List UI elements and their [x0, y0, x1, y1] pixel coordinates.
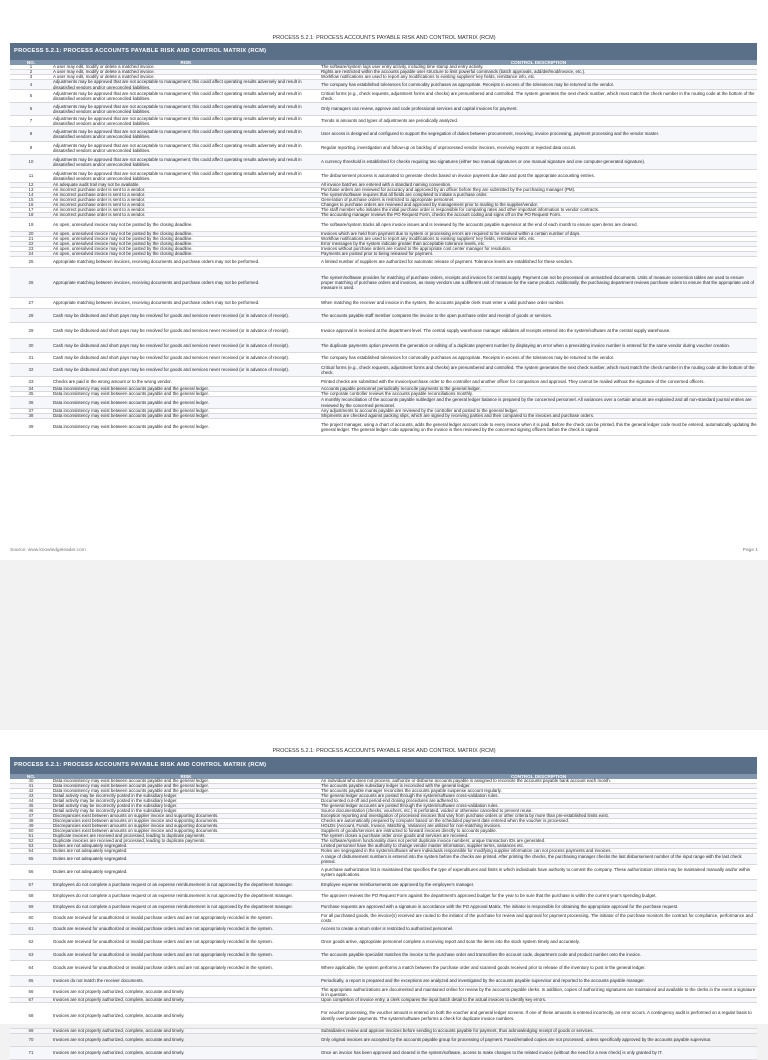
- footer-page-number: Page 1: [742, 548, 758, 553]
- row-number: 11: [28, 173, 34, 179]
- row-number: 53: [28, 843, 34, 849]
- row-number: 6: [29, 106, 33, 112]
- table-row: [10, 155, 757, 170]
- table-row: [10, 935, 757, 950]
- row-control: The system closes a purchase order once goods and services are received.: [321, 833, 469, 839]
- row-control: Any adjustments to accounts payable are reviewed by the controller and posted to the general ledger.: [321, 408, 518, 414]
- row-risk: Cash may be disbursed and short pays may be resolved for goods and services never received (or in advance of receipt).: [53, 312, 289, 318]
- row-number: 10: [28, 159, 34, 165]
- row-risk: Employees do not complete a purchase request or an expense reimbursement is not approved by the department manager.: [53, 893, 293, 899]
- row-risk: Cash may be disbursed and short pays may be resolved for goods and services never received (or in advance of receipt).: [53, 342, 289, 348]
- row-control: Upon completion of invoice entry, a clerk compares the input batch detail to the actual invoices to identify key errors.: [321, 997, 547, 1003]
- row-control: Source documentation (checks, vouchers, etc.) is perforated, voided or otherwise cancelled to prevent reuse.: [321, 808, 533, 814]
- row-risk: Adjustments may be approved that are not acceptable to management; this could affect operating results adversely and result in dissatisfied vendors and/or unreconciled liabilities.: [53, 115, 302, 126]
- header-no: NO.: [26, 60, 36, 65]
- row-control: Roles are segregated in the system/software where individuals responsible for modifying supplier information can not process payments and invoices.: [321, 848, 612, 854]
- row-risk: Discrepancies exist between amounts on supplier invoice and supporting documents.: [53, 813, 219, 819]
- row-number: 49: [28, 823, 34, 829]
- row-control: The software/system functionality does not permit duplicate invoice numbers; unique transaction IDs are generated.: [321, 838, 546, 844]
- row-control: The general ledger accounts are posted through the system/software cross-validation rules.: [321, 803, 499, 809]
- row-control: The accounts payable subsidiary ledger is reconciled with the general ledger.: [321, 783, 471, 789]
- row-risk: An open, unresolved invoice may not be posted by the closing deadline.: [53, 221, 193, 227]
- row-risk: Data inconsistency may exist between accounts payable and the general ledger.: [53, 424, 209, 430]
- row-risk: Duplicate invoices are received and processed, leading to duplicate payments.: [53, 838, 206, 844]
- row-control: Invoices which are held from payment due to system or processing errors are required to be resolved within a certain number of days.: [321, 231, 581, 237]
- row-control: Periodically, a report is prepared and the exceptions are analyzed and investigated by the accounts payable supervisor and reported to the accounts payable manager.: [321, 978, 645, 984]
- row-risk: Invoices do not match the receiver documents.: [53, 978, 144, 984]
- table-row: [10, 950, 757, 961]
- row-risk: An adequate audit trail may not be available.: [53, 182, 140, 188]
- row-risk: Invoices are not properly authorized, complete, accurate and timely.: [53, 1050, 185, 1056]
- row-control: Generation of purchase orders is restricted to appropriate personnel.: [321, 197, 455, 203]
- row-risk: Detail activity may be incorrectly posted in the subsidiary ledger.: [53, 793, 178, 799]
- row-control: The corporate controller reviews the accounts payable reconciliations monthly.: [321, 391, 473, 397]
- row-number: 24: [28, 251, 34, 257]
- row-control: Only original invoices are accepted by the accounts payable group for processing of payment. Faxed/emailed copies are not processed, unless specifically approved by the accounts payable supervisor.: [321, 1037, 712, 1043]
- table-row: [10, 392, 757, 397]
- row-risk: Goods are received for unauthorized or invalid purchase orders and are not appropriately recorded in the system.: [53, 965, 273, 971]
- table-title: PROCESS 5.2.1: PROCESS ACCOUNTS PAYABLE RISK AND CONTROL MATRIX (RCM): [10, 43, 757, 60]
- table-title: PROCESS 5.2.1: PROCESS ACCOUNTS PAYABLE RISK AND CONTROL MATRIX (RCM): [10, 757, 757, 774]
- row-control: Purchase requests are approved with a signature in accordance with the PO Approval Matrix. The initiator is responsible for obtaining the appropriate approval for the purchase request.: [321, 904, 679, 910]
- row-risk: An open, unresolved invoice may not be posted by the closing deadline.: [53, 236, 193, 242]
- table-row: [10, 116, 757, 127]
- row-number: 28: [28, 312, 34, 318]
- table-row: [10, 1003, 757, 1029]
- row-control: For all purchased goods, the invoice(s) received are routed to the initiator of the purchase for review and approval for payment processing. The initiator of the purchase monitors the contract for compliance, performance and costs.: [321, 912, 753, 923]
- row-number: 39: [28, 424, 34, 430]
- row-risk: Adjustments may be approved that are not acceptable to management; this could affect operating results adversely and result in dissatisfied vendors and/or unreconciled liabilities.: [53, 79, 302, 90]
- table-row: [10, 924, 757, 935]
- table-row: [10, 170, 757, 183]
- row-control: Workflow notifications are used to report any modifications to existing suppliers' key fields, remittance info, etc.: [321, 74, 536, 80]
- row-number: 3: [29, 74, 33, 80]
- row-risk: An open, unresolved invoice may not be posted by the closing deadline.: [53, 251, 193, 257]
- row-number: 59: [28, 904, 34, 910]
- row-number: 44: [28, 798, 34, 804]
- row-number: 54: [28, 848, 34, 854]
- row-control: The approver reviews the PO Request Form against the department's approved budget for the year to be sure that the purchase is within the current year's spending budget.: [321, 893, 657, 899]
- row-control: The software/system logs user entry activity, including time stamp and entry activity.: [321, 64, 484, 70]
- row-risk: An incorrect purchase order is sent to a vendor.: [53, 187, 146, 193]
- table-row: [10, 323, 757, 339]
- row-number: 35: [28, 391, 34, 397]
- row-risk: Invoices are not properly authorized, complete, accurate and timely.: [53, 989, 185, 995]
- row-number: 30: [28, 342, 34, 348]
- row-control: Subsidiaries review and approve invoices before sending to accounts payable for payment, thus acknowledging receipt of goods or services.: [321, 1028, 594, 1034]
- row-number: 65: [28, 978, 34, 984]
- page-footer: [10, 548, 758, 553]
- row-number: 66: [28, 989, 34, 995]
- row-control: A currency threshold is established for checks requiring two signatures (either two manual signatures or one manual signature and one computer-generated signature).: [321, 159, 646, 165]
- row-number: 67: [28, 997, 34, 1003]
- row-control: A purchase authorization list is maintained that specifies the type of expenditures and limits in which individuals have authority to commit the company. These authorization criteria may be maintained manually and/or within system applications.: [321, 866, 751, 877]
- row-control: All invoice batches are entered with a standard naming convention.: [321, 182, 452, 188]
- row-control: Invoices without purchase orders are routed to the appropriate cost center manager for resolution.: [321, 246, 512, 252]
- row-risk: An incorrect purchase order is sent to a vendor.: [53, 212, 146, 218]
- row-number: 69: [28, 1028, 34, 1034]
- row-number: 42: [28, 788, 34, 794]
- row-risk: An incorrect purchase order is sent to a vendor.: [53, 207, 146, 213]
- row-control: The accounts payable manager reconciles the accounts payable suspense account regularly.: [321, 788, 502, 794]
- row-control: Invoice approval is received at the department level. The central supply warehouse manager validates all receipts entered into the system/software at the central supply warehouse.: [321, 327, 671, 333]
- table-row: [10, 902, 757, 913]
- header-risk: RISK: [180, 60, 192, 65]
- row-risk: Goods are received for unauthorized or invalid purchase orders and are not appropriately recorded in the system.: [53, 952, 273, 958]
- table-row: [10, 397, 757, 409]
- row-control: Where applicable, the system performs a match between the purchase order and scanned goods received prior to release of the inventory to post in the general ledger.: [321, 965, 646, 971]
- row-number: 48: [28, 818, 34, 824]
- row-risk: Invoices are not properly authorized, complete, accurate and timely.: [53, 1028, 185, 1034]
- row-control: The duplicate payments option prevents the generation or editing of a duplicate payment number by displaying an error when a preexisting invoice number is entered for the same vendor during voucher creation.: [321, 342, 731, 348]
- header-no: NO.: [26, 774, 36, 779]
- row-number: 63: [28, 952, 34, 958]
- row-number: 68: [28, 1012, 34, 1018]
- table-row: [10, 414, 757, 419]
- row-number: 26: [28, 279, 34, 285]
- row-number: 62: [28, 939, 34, 945]
- row-risk: An open, unresolved invoice may not be posted by the closing deadline.: [53, 231, 193, 237]
- table-row: [10, 353, 757, 364]
- row-control: Critical forms (e.g., check requests, adjustment forms and checks) are prenumbered and controlled. The system generates the next check number, which must match the check number in the routing code at the bottom of the check.: [321, 364, 755, 375]
- row-risk: Cash may be disbursed and short pays may be resolved for goods and services never received (or in advance of receipt).: [53, 327, 289, 333]
- row-control: HOLDs (Account, Funds, Invoice, Matching, Variance) are utilized for non-matching invoices.: [321, 823, 502, 829]
- row-number: 43: [28, 793, 34, 799]
- table-row: [10, 987, 757, 998]
- table-row: [10, 364, 757, 377]
- table-row: [10, 880, 757, 891]
- row-number: 15: [28, 197, 34, 203]
- row-number: 70: [28, 1037, 34, 1043]
- row-risk: An incorrect purchase order is sent to a vendor.: [53, 197, 146, 203]
- table-row: [10, 103, 757, 116]
- row-control: Once an invoice has been approved and cleared in the system/software, access to make changes to the related invoice (without the need for a new check) is only granted by IT.: [321, 1050, 663, 1056]
- header-control: CONTROL DESCRIPTION: [510, 60, 567, 65]
- row-number: 57: [28, 882, 34, 888]
- row-risk: Adjustments may be approved that are not acceptable to management; this could affect operating results adversely and result in dissatisfied vendors and/or unreconciled liabilities.: [53, 170, 302, 181]
- row-number: 2: [29, 69, 33, 75]
- row-risk: Employees do not complete a purchase request or an expense reimbursement is not approved by the department manager.: [53, 882, 293, 888]
- row-number: 71: [28, 1050, 34, 1056]
- row-number: 4: [29, 81, 33, 87]
- table-row: [10, 298, 757, 309]
- header-control: CONTROL DESCRIPTION: [510, 774, 567, 779]
- row-risk: Cash may be disbursed and short pays may be resolved for goods and services never received (or in advance of receipt).: [53, 367, 289, 373]
- table-row: [10, 142, 757, 155]
- row-control: Changes to purchase orders are reviewed and approved by management prior to mailing to the supplier/vendor.: [321, 202, 538, 208]
- row-risk: Data inconsistency may exist between accounts payable and the general ledger.: [53, 391, 209, 397]
- row-risk: Data inconsistency may exist between accounts payable and the general ledger.: [53, 386, 209, 392]
- row-control: Limited personnel have the authority to change vendor master information, supplier terms, variances etc.: [321, 843, 525, 849]
- row-number: 19: [28, 221, 34, 227]
- row-risk: Detail activity may be incorrectly posted in the subsidiary ledger.: [53, 808, 178, 814]
- row-risk: An incorrect purchase order is sent to a vendor.: [53, 192, 146, 198]
- row-number: 37: [28, 408, 34, 414]
- row-risk: An open, unresolved invoice may not be posted by the closing deadline.: [53, 246, 193, 252]
- row-risk: Appropriate matching between invoices, receiving documents and purchase orders may not be performed.: [53, 279, 260, 285]
- row-control: Once goods arrive, appropriate personnel complete a receiving report and scan the items into the stock system timely and accurately.: [321, 939, 580, 945]
- row-control: When matching the receiver and invoice in the system, the accounts payable clerk must enter a valid purchase order number.: [321, 300, 565, 306]
- row-risk: Invoices are not properly authorized, complete, accurate and timely.: [53, 1012, 185, 1018]
- table-body: [10, 65, 757, 436]
- row-risk: Appropriate matching between invoices, receiving documents and purchase orders may not be performed.: [53, 300, 260, 306]
- row-number: 40: [28, 778, 34, 784]
- row-number: 56: [28, 869, 34, 875]
- row-control: Only managers can review, approve and code professional services and capital invoices for payment.: [321, 106, 518, 112]
- row-control: For voucher processing, the voucher amount is entered on both the voucher and general ledger screens. If one of these amounts is entered incorrectly, an error occurs. A contingency audit is performed on a regular basis to identify overlunder payments. The system/software performs a check for duplicate invoice numbers.: [321, 1010, 752, 1021]
- row-number: 60: [28, 915, 34, 921]
- table-row: [10, 865, 757, 880]
- row-number: 16: [28, 202, 34, 208]
- row-number: 45: [28, 803, 34, 809]
- row-control: The system/software provides for matching of purchase orders, receipts and invoices for central supply. Payment can not be processed on unmatched documents. Units of measure conversion tables are used to ensure proper matching of purchase orders and invoices, as many vendors use a different unit of measure for the same product. Additionally, the purchasing department reviews purchase orders to ensure that the appropriate unit of measure is used.: [321, 274, 755, 291]
- row-number: 17: [28, 207, 34, 213]
- row-risk: An incorrect purchase order is sent to a vendor.: [53, 202, 146, 208]
- row-risk: Duties are not adequately segregated.: [53, 869, 128, 875]
- table-row: [10, 127, 757, 142]
- row-control: Printed checks are submitted with the invoice/purchase order to the controller and another officer for comparison and approval. They cannot be mailed without the signature of the concerned officers.: [321, 378, 705, 384]
- row-risk: Data inconsistency may exist between accounts payable and the general ledger.: [53, 399, 209, 405]
- row-number: 36: [28, 399, 34, 405]
- row-control: Regular reporting, investigation and follow-up on backlog of unprocessed vendor invoices, receiving reports or rejected data occurs.: [321, 145, 577, 151]
- row-risk: Data inconsistency may exist between accounts payable and the general ledger.: [53, 783, 209, 789]
- table-row: [10, 213, 757, 218]
- row-number: 32: [28, 367, 34, 373]
- row-control: The general ledger accounts are posted through the system/software cross-validation rules.: [321, 793, 499, 799]
- row-risk: Discrepancies exist between amounts on supplier invoice and supporting documents.: [53, 823, 219, 829]
- row-control: The staff member who initiates the initial purchase order is responsible for comparing rates and other important information to vendor contracts.: [321, 207, 600, 213]
- table-row: [10, 854, 757, 865]
- row-number: 21: [28, 236, 34, 242]
- row-risk: Discrepancies exist between amounts on supplier invoice and supporting documents.: [53, 828, 219, 834]
- row-risk: Invoices are not properly authorized, complete, accurate and timely.: [53, 1037, 185, 1043]
- table-row: [10, 913, 757, 924]
- row-control: Employee expense reimbursements are approved by the employee's manager.: [321, 882, 475, 888]
- row-control: The project manager, using a chart of accounts, adds the general ledger account code to every invoice when it is paid. Before the check can be printed, this the general ledger code must be entered, automatically updating the general ledger. The general ledger code appearing on the invoice is then reviewed by the concerned signing officers before the check is signed.: [321, 421, 757, 432]
- row-number: 14: [28, 192, 34, 198]
- rcm-table: [10, 43, 757, 436]
- table-row: [10, 218, 757, 232]
- row-risk: Adjustments may be approved that are not acceptable to management; this could affect operating results adversely and result in dissatisfied vendors and/or unreconciled liabilities.: [53, 90, 302, 101]
- row-control: The company has established tolerances for commodity purchases as appropriate. Receipts in excess of the tolerances may be returned to the vendor.: [321, 81, 615, 87]
- row-risk: Adjustments may be approved that are not acceptable to management; this could affect operating results adversely and result in dissatisfied vendors and/or unreconciled liabilities.: [53, 142, 302, 153]
- row-number: 8: [29, 131, 33, 137]
- row-risk: Data inconsistency may exist between accounts payable and the general ledger.: [53, 778, 209, 784]
- row-number: 20: [28, 231, 34, 237]
- row-risk: Detail activity may be incorrectly posted in the subsidiary ledger.: [53, 798, 178, 804]
- row-control: Shipments are checked against packing slips, which are signed by receiving parties and then compared to the invoices and purchase orders.: [321, 413, 595, 419]
- row-number: 52: [28, 838, 34, 844]
- row-control: Workflow notifications are used to report any modifications to existing suppliers' key fields, remittance info, etc.: [321, 236, 536, 242]
- row-number: 38: [28, 413, 34, 419]
- table-row: [10, 891, 757, 902]
- row-number: 31: [28, 355, 34, 361]
- table-row: [10, 309, 757, 323]
- row-number: 47: [28, 813, 34, 819]
- row-risk: Adjustments may be approved that are not acceptable to management; this could affect operating results adversely and result in dissatisfied vendors and/or unreconciled liabilities.: [53, 128, 302, 139]
- row-number: 29: [28, 327, 34, 333]
- header-risk: RISK: [180, 774, 192, 779]
- row-control: The disbursement process is automated to generate checks based on invoice payment due date and post the appropriate accounting entries.: [321, 173, 595, 179]
- row-control: The system/software requires that all fields are completed to initiate a purchase order.: [321, 192, 488, 198]
- table-row: [10, 1029, 757, 1034]
- row-control: An individual who does not process, authorize or disburse accounts payable is assigned to reconcile the accounts payable bank account each month.: [321, 778, 611, 784]
- table-row: [10, 80, 757, 90]
- row-risk: Duties are not adequately segregated.: [53, 848, 128, 854]
- table-row: [10, 90, 757, 103]
- row-control: Purchase orders are reviewed for accuracy and approved by an officer before they are submitted by the purchasing manager (PM).: [321, 187, 576, 193]
- row-control: Checks are automatically prepared by computer based on the scheduled payment date entered when the voucher is processed.: [321, 818, 569, 824]
- row-number: 46: [28, 808, 34, 814]
- table-row: [10, 252, 757, 257]
- row-number: 41: [28, 783, 34, 789]
- row-control: Error messages by the system indicate greater than acceptable tolerance levels, etc.: [321, 241, 486, 247]
- row-control: A limited number of suppliers are authorized for automatic release of payment. Tolerance levels are established for these vendors.: [321, 259, 574, 265]
- row-risk: Employees do not complete a purchase request or an expense reimbursement is not approved by the department manager.: [53, 904, 293, 910]
- footer-source: Source: www.knowledgeleader.com: [10, 548, 86, 553]
- row-number: 1: [29, 64, 33, 70]
- row-number: 25: [28, 259, 34, 265]
- row-risk: Duties are not adequately segregated.: [53, 856, 128, 862]
- row-risk: Adjustments may be approved that are not acceptable to management; this could affect operating results adversely and result in dissatisfied vendors and/or unreconciled liabilities.: [53, 156, 302, 167]
- row-number: 12: [28, 182, 34, 188]
- row-control: Payments are posted prior to being released for payment.: [321, 251, 434, 257]
- row-control: The appropriate authorizations are documented and maintained online for review by the accounts payable clerks. In addition, copies of authorizing signatures are maintained and available to the clerks in the event a signature is in question.: [321, 986, 756, 997]
- row-risk: A user may edit, modify or delete a matched invoice.: [53, 64, 155, 70]
- row-risk: Duties are not adequately segregated.: [53, 843, 128, 849]
- row-control: Suppliers of goods/services are instructed to forward invoices directly to accounts payable.: [321, 828, 497, 834]
- row-control: Access to create a return order is restricted to authorized personnel.: [321, 926, 454, 932]
- row-control: User access is designed and configured to support the segregation of duties between procurement, receiving, invoice processing, payment processing and the vendor master.: [321, 131, 660, 137]
- row-risk: Invoices are not properly authorized, complete, accurate and timely.: [53, 997, 185, 1003]
- table-row: [10, 998, 757, 1003]
- row-risk: An open, unresolved invoice may not be posted by the closing deadline.: [53, 241, 193, 247]
- row-number: 50: [28, 828, 34, 834]
- table-row: [10, 257, 757, 268]
- row-control: The accounts payable staff member compares the invoice to the open purchase order and receipt of goods or services.: [321, 312, 553, 318]
- row-number: 5: [29, 93, 33, 99]
- row-number: 33: [28, 378, 34, 384]
- row-number: 58: [28, 893, 34, 899]
- row-number: 34: [28, 386, 34, 392]
- table-row: [10, 961, 757, 976]
- row-risk: Duplicate invoices are received and processed, leading to duplicate payments.: [53, 833, 206, 839]
- row-number: 51: [28, 833, 34, 839]
- table-body: [10, 779, 757, 1060]
- row-risk: Data inconsistency may exist between accounts payable and the general ledger.: [53, 788, 209, 794]
- row-number: 13: [28, 187, 34, 193]
- row-risk: A user may edit, modify or delete a matched invoice.: [53, 74, 155, 80]
- row-control: Rights are restricted within the accounts payable user structure to limit powerful commands (batch approvals, add/del/mod/invoice, etc.).: [321, 69, 586, 75]
- row-risk: Appropriate matching between invoices, receiving documents and purchase orders may not be performed.: [53, 259, 260, 265]
- row-risk: Adjustments may be approved that are not acceptable to management; this could affect operating results adversely and result in dissatisfied vendors and/or unreconciled liabilities.: [53, 103, 302, 114]
- row-control: Critical forms (e.g., check requests, adjustment forms and checks) are prenumbered and controlled. The system generates the next check number, which must match the check number in the routing code at the bottom of the check.: [321, 90, 755, 101]
- table-row: [10, 339, 757, 353]
- row-control: A monthly reconciliation of the accounts payable subledger and the general ledger balance is prepared by the concerned personnel. All variances over a certain amount are explained and all non-standard journal entries are reviewed by the concerned personnel.: [321, 397, 752, 408]
- row-risk: Data inconsistency may exist between accounts payable and the general ledger.: [53, 413, 209, 419]
- document-title: PROCESS 5.2.1: PROCESS ACCOUNTS PAYABLE RISK AND CONTROL MATRIX (RCM): [272, 35, 496, 41]
- table-row: [10, 419, 757, 436]
- row-control: A range of disbursement numbers is entered into the system before the checks are printed. After printing the checks, the purchasing manager checks the last disbursement number of the input range with the last check printed.: [321, 853, 742, 864]
- row-number: 23: [28, 246, 34, 252]
- row-risk: Checks are paid in the wrong amount or to the wrong vendor.: [53, 378, 172, 384]
- rcm-table: [10, 757, 757, 1060]
- row-number: 18: [28, 212, 34, 218]
- row-risk: Discrepancies exist between amounts on supplier invoice and supporting documents.: [53, 818, 219, 824]
- row-risk: Goods are received for unauthorized or invalid purchase orders and are not appropriately recorded in the system.: [53, 915, 273, 921]
- row-control: The accounts payable specialist matches the invoice to the purchase order and transcribes the account code, department code and product number onto the invoice.: [321, 952, 642, 958]
- document-page-2: [0, 730, 768, 1056]
- row-control: Documented cut-off and period-end closing procedures are adhered to.: [321, 798, 460, 804]
- row-number: 7: [29, 118, 33, 124]
- row-risk: Goods are received for unauthorized or invalid purchase orders and are not appropriately recorded in the system.: [53, 939, 273, 945]
- row-number: 27: [28, 300, 34, 306]
- row-risk: A user may edit, modify or delete a matched invoice.: [53, 69, 155, 75]
- table-row: [10, 976, 757, 987]
- row-control: Trends in amounts and types of adjustments are periodically analyzed.: [321, 118, 458, 124]
- row-risk: Cash may be disbursed and short pays may be resolved for goods and services never received (or in advance of receipt).: [53, 355, 289, 361]
- row-control: The company has established tolerances for commodity purchases as appropriate. Receipts in excess of the tolerances may be returned to the vendor.: [321, 355, 615, 361]
- table-row: [10, 1034, 757, 1047]
- row-control: Exception reporting and investigation of processed invoices that vary from purchase orders or other criteria by more than pre-established limits exist.: [321, 813, 609, 819]
- row-control: The software/system tracks all open invoice issues and is reviewed by the accounts payable supervisor at the end of each month to ensure open items are cleared.: [321, 221, 638, 227]
- row-number: 55: [28, 856, 34, 862]
- row-risk: Data inconsistency may exist between accounts payable and the general ledger.: [53, 408, 209, 414]
- row-number: 9: [29, 145, 33, 151]
- row-number: 22: [28, 241, 34, 247]
- row-number: 61: [28, 926, 34, 932]
- row-control: Accounts payable personnel periodically reconcile payments to the general ledger.: [321, 386, 481, 392]
- table-row: [10, 1047, 757, 1060]
- document-title: PROCESS 5.2.1: PROCESS ACCOUNTS PAYABLE RISK AND CONTROL MATRIX (RCM): [272, 748, 496, 754]
- row-risk: Detail activity may be incorrectly posted in the subsidiary ledger.: [53, 803, 178, 809]
- row-number: 64: [28, 965, 34, 971]
- row-control: The accounting manager reviews the PO Request Form, checks the account coding and signs off on the PO Request Form.: [321, 212, 562, 218]
- row-risk: Goods are received for unauthorized or invalid purchase orders and are not appropriately recorded in the system.: [53, 926, 273, 932]
- table-row: [10, 268, 757, 298]
